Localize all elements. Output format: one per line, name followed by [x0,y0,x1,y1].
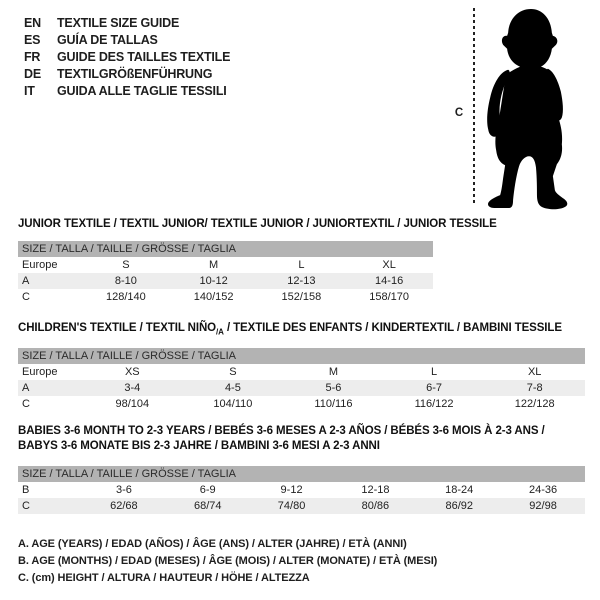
height-dashed-line [473,8,475,206]
table-cell: 98/104 [115,398,150,410]
row-label: Europe [22,366,58,378]
language-code: ES [24,33,41,47]
height-measure-label: C [454,107,464,119]
language-row [24,15,230,32]
row-label: A [18,273,82,289]
table-row [18,482,585,498]
row-label: C [22,291,30,303]
table-row [18,364,585,380]
table-cell: 4-5 [183,380,284,396]
table-cell: 140/152 [193,291,234,303]
table-cell: 14-16 [345,273,433,289]
row-label: B [22,484,30,496]
children-title-suffix: / TEXTILE DES ENFANTS / KINDERTEXTIL / BAMBINI TESSILE [223,322,562,334]
table-cell: 8-10 [82,273,170,289]
table-cell: 24-36 [529,484,558,496]
table-cell: XL [382,259,396,271]
table-cell: 18-24 [445,484,474,496]
table-cell: 3-6 [115,484,132,496]
table-cell: 6-9 [199,484,216,496]
language-list [24,15,230,100]
table-cell: L [298,259,305,271]
size-header-row [18,348,585,364]
table-cell: 92/98 [501,498,585,514]
language-label: GUIDE DES TAILLES TEXTILE [57,50,231,64]
table-cell: 6-7 [384,380,485,396]
junior-size-table [18,241,433,305]
table-cell: M [328,366,339,378]
table-cell: 80/86 [333,498,417,514]
table-cell: 74/80 [250,498,334,514]
table-cell: XL [527,366,542,378]
language-row [24,49,230,66]
table-cell: 12-18 [361,484,390,496]
table-cell: 12-13 [258,273,346,289]
legend-line-b: B. AGE (MONTHS) / EDAD (MESES) / ÂGE (MOIS) / ALTER (MONATE) / ETÀ (MESI) [18,555,438,567]
table-cell: 122/128 [514,398,555,410]
babies-title-line2: BABYS 3-6 MONATE BIS 2-3 JAHRE / BAMBINI 3-6 MESI A 2-3 ANNI [18,440,380,452]
children-table-title [18,321,562,339]
junior-table-title: JUNIOR TEXTILE / TEXTIL JUNIOR/ TEXTILE JUNIOR / JUNIORTEXTIL / JUNIOR TESSILE [18,218,497,230]
size-header-row [18,241,433,257]
table-row [18,289,433,305]
language-code: EN [24,16,41,30]
language-code: DE [24,67,41,81]
table-cell: 3-4 [82,380,183,396]
table-cell: 152/158 [281,291,322,303]
language-code: FR [24,50,41,64]
legend [18,536,437,587]
language-row [24,83,230,100]
legend-line-c: C. (cm) HEIGHT / ALTURA / HAUTEUR / HÖHE / ALTEZZA [18,572,310,584]
table-cell: S [229,366,237,378]
legend-line-a: A. AGE (YEARS) / EDAD (AÑOS) / ÂGE (ANS) / ALTER (JAHRE) / ETÀ (ANNI) [18,538,407,550]
table-cell: 9-12 [280,484,303,496]
size-header-cell: SIZE / TALLA / TAILLE / GRÖSSE / TAGLIA [18,241,433,257]
children-size-table [18,348,585,412]
table-cell: 128/140 [105,291,146,303]
row-label: C [18,498,82,514]
table-cell: 86/92 [417,498,501,514]
table-row [18,396,585,412]
table-cell: 7-8 [484,380,585,396]
table-cell: 104/110 [213,398,253,410]
children-title-sub: /A [216,327,224,337]
language-row [24,32,230,49]
table-cell: L [431,366,438,378]
language-row [24,66,230,83]
table-cell: M [209,259,219,271]
table-cell: 158/170 [369,291,409,303]
size-header-cell: SIZE / TALLA / TAILLE / GRÖSSE / TAGLIA [18,466,585,482]
table-cell: S [122,259,130,271]
table-cell: 68/74 [166,498,250,514]
table-row [18,273,433,289]
row-label: C [22,398,30,410]
size-header-cell: SIZE / TALLA / TAILLE / GRÖSSE / TAGLIA [18,348,585,364]
language-label: TEXTILE SIZE GUIDE [57,16,180,30]
table-row [18,380,585,396]
table-cell: 62/68 [82,498,166,514]
language-label: TEXTILGRÖßENFÜHRUNG [57,67,213,81]
table-row [18,498,585,514]
baby-silhouette-image [485,8,573,212]
language-code: IT [24,84,35,98]
table-cell: 5-6 [283,380,384,396]
babies-table-title [18,424,545,454]
table-cell: XS [124,366,140,378]
table-cell: 116/122 [414,398,454,410]
row-label: Europe [22,259,58,271]
table-cell: 110/116 [314,398,353,410]
table-row [18,257,433,273]
table-cell: 10-12 [170,273,258,289]
row-label: A [18,380,82,396]
language-label: GUÍA DE TALLAS [57,33,158,47]
children-title-prefix: CHILDREN'S TEXTILE / TEXTIL NIÑO [18,322,217,334]
babies-title-line1: BABIES 3-6 MONTH TO 2-3 YEARS / BEBÉS 3-6 MESES A 2-3 AÑOS / BÉBÉS 3-6 MOIS À 2-3 ANS / [18,425,545,437]
babies-size-table [18,466,585,514]
size-header-row [18,466,585,482]
language-label: GUIDA ALLE TAGLIE TESSILI [57,84,227,98]
